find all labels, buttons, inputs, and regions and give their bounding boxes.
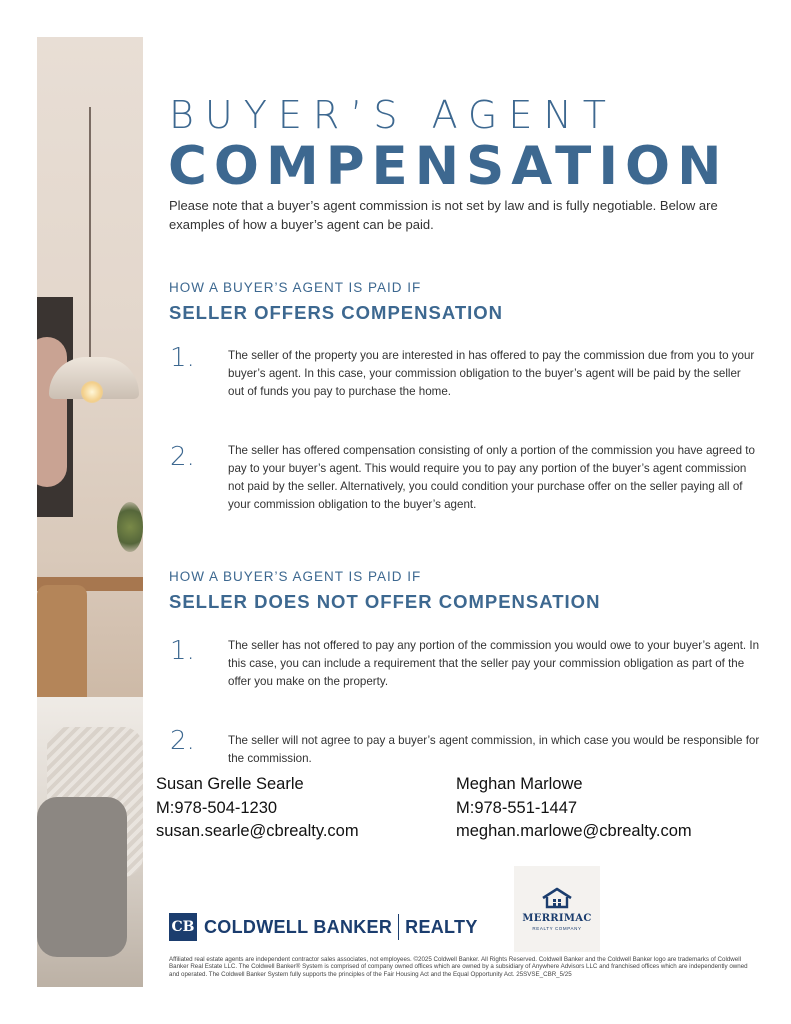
merrimac-name: MERRIMAC	[522, 913, 592, 924]
section-1-item-1-number: 1.	[170, 343, 195, 373]
lamp-cord	[89, 107, 91, 367]
contact-2-name: Meghan Marlowe	[456, 775, 583, 793]
merrimac-subtitle: REALTY COMPANY	[532, 926, 582, 931]
house-icon	[540, 887, 574, 909]
plant	[117, 502, 143, 552]
lamp-bulb	[81, 381, 103, 403]
section-1-heading: SELLER OFFERS COMPENSATION	[169, 302, 504, 323]
section-2-item-2-number: 2.	[170, 726, 195, 756]
interior-photo	[37, 37, 143, 987]
wall-art	[37, 337, 67, 487]
section-2-item-1-text: The seller has not offered to pay any portion of the commission you would owe to your buyer’s agent. In this case, you can include a requirement that the seller pay your commission obligation as part of the offer you make on the property.	[228, 639, 760, 688]
contact-1-phone[interactable]: M:978-504-1230	[156, 798, 278, 817]
section-1-item-2-text: The seller has offered compensation consisting of only a portion of the commission you have agreed to pay to your buyer’s agent. This would require you to pay any portion of the buyer’s agent commission not paid by the seller. Alternatively, you could condition your purchase offer on the seller paying all of your commission obligation to the buyer’s agent.	[228, 444, 755, 511]
contact-1	[156, 773, 359, 844]
contact-1-email[interactable]: susan.searle@cbrealty.com	[156, 822, 359, 840]
merrimac-logo	[514, 866, 600, 952]
section-2-item-2-text: The seller will not agree to pay a buyer’s agent commission, in which case you would be responsible for the commission.	[228, 734, 760, 765]
contact-1-name: Susan Grelle Searle	[156, 775, 304, 793]
section-2-item-1-number: 1.	[170, 636, 195, 666]
cb-name: COLDWELL BANKER	[204, 916, 393, 937]
title-line-2: COMPENSATION	[168, 136, 729, 197]
section-1-item-2-number: 2.	[170, 442, 195, 472]
pillow-dark	[37, 797, 127, 957]
cb-realty: REALTY	[405, 916, 478, 937]
section-1-pre: HOW A BUYER’S AGENT IS PAID IF	[169, 280, 422, 295]
legal-disclaimer: Affiliated real estate agents are independent contractor sales associates, not employees. ©2025 Coldwell Banker. All Rights Reserved. Coldwell Banker and the Coldwell Banker logo are trademarks of Coldwell Banker Real Estate LLC. The Coldwell Banker® System is comprised of company owned offices which are owned by a subsidiary of Anywhere Advisors LLC and franchised offices which are independently owned and operated. The Coldwell Banker System fully supports the principles of the Fair Housing Act and the Equal Opportunity Act. 25SVSE_CBR_5/25	[169, 956, 748, 978]
section-1-item-1-text: The seller of the property you are interested in has offered to pay the commission due from you to your buyer’s agent. In this case, your commission obligation to the buyer’s agent will be paid by the seller out of funds you pay to purchase the home.	[228, 349, 755, 398]
title-line-1: BUYER’S AGENT	[169, 93, 618, 137]
intro-text: Please note that a buyer’s agent commission is not set by law and is fully negotiable. Below are examples of how a buyer’s agent can be paid.	[169, 198, 718, 232]
contact-2-phone[interactable]: M:978-551-1447	[456, 798, 578, 817]
section-2-heading: SELLER DOES NOT OFFER COMPENSATION	[169, 591, 601, 612]
chair	[37, 585, 87, 705]
cb-divider	[398, 914, 399, 940]
contact-2-email[interactable]: meghan.marlowe@cbrealty.com	[456, 822, 692, 840]
coldwell-banker-logo	[169, 912, 478, 942]
section-2-pre: HOW A BUYER’S AGENT IS PAID IF	[169, 569, 422, 584]
contact-2	[456, 773, 692, 844]
cb-mark: CB	[169, 913, 197, 941]
